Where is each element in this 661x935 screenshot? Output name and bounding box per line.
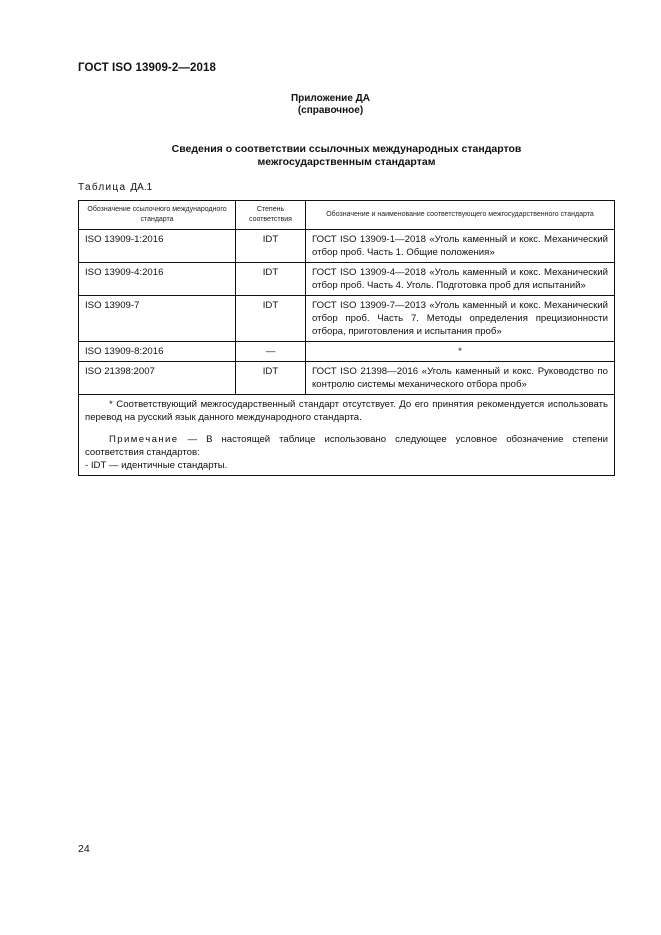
cell-degree: — [236,342,306,362]
appendix-subtitle: (справочное) [297,105,364,116]
note-item: - IDT — идентичные стандарты. [85,460,228,471]
cell-standard: ISO 13909-1:2016 [79,230,236,263]
section-title-line1: Сведения о соответствии ссылочных международных стандартов [171,143,522,155]
section-title-line2: межгосударственным стандартам [257,156,436,168]
cell-national: ГОСТ ISO 13909-4—2018 «Уголь каменный и кокс. Механический отбор проб. Часть 4. Уголь. Подготовка проб для испытаний» [306,263,615,296]
table-row [79,263,615,296]
table-header-row [79,201,615,230]
table-caption-number: ДА.1 [130,182,153,193]
note-label: Примечание [109,434,179,445]
header-degree: Степень соответствия [236,201,306,230]
table-row [79,296,615,342]
footnote: * Соответствующий межгосударственный стандарт отсутствует. До его принятия рекомендуется использовать перевод на русский язык данного международного стандарта. [85,399,608,423]
cell-national: * [306,342,615,362]
table-footer-row [79,395,615,476]
cell-degree: IDT [236,296,306,342]
document-header: ГОСТ ISO 13909-2—2018 [78,62,216,74]
table-row [79,230,615,263]
cell-standard: ISO 13909-8:2016 [79,342,236,362]
cell-national: ГОСТ ISO 13909-7—2013 «Уголь каменный и кокс. Механический отбор проб. Часть 7. Методы определения прецизионности отбора, приготовления и испытания проб» [306,296,615,342]
table-note [85,433,608,459]
note-text: — В настоящей таблице использовано следующее условное обозначение степени соответствия стандартов: [85,434,608,458]
correspondence-table [78,200,615,476]
cell-standard: ISO 13909-7 [79,296,236,342]
table-row [79,342,615,362]
cell-standard: ISO 13909-4:2016 [79,263,236,296]
header-national-standard: Обозначение и наименование соответствующего межгосударственного стандарта [306,201,615,230]
cell-national: ГОСТ ISO 21398—2016 «Уголь каменный и кокс. Руководство по контролю системы механического отбора проб» [306,362,615,395]
cell-degree: IDT [236,230,306,263]
cell-standard: ISO 21398:2007 [79,362,236,395]
table-caption-label: Таблица [78,182,127,193]
appendix-title: Приложение ДА [290,93,371,104]
table-footer [79,395,615,476]
header-international-standard: Обозначение ссылочного международного стандарта [79,201,236,230]
table-row [79,362,615,395]
table-caption [78,182,152,193]
cell-degree: IDT [236,263,306,296]
section-title [0,143,661,169]
cell-degree: IDT [236,362,306,395]
cell-national: ГОСТ ISO 13909-1—2018 «Уголь каменный и кокс. Механический отбор проб. Часть 1. Общие положения» [306,230,615,263]
page-number: 24 [78,843,90,855]
appendix-heading [0,93,661,117]
